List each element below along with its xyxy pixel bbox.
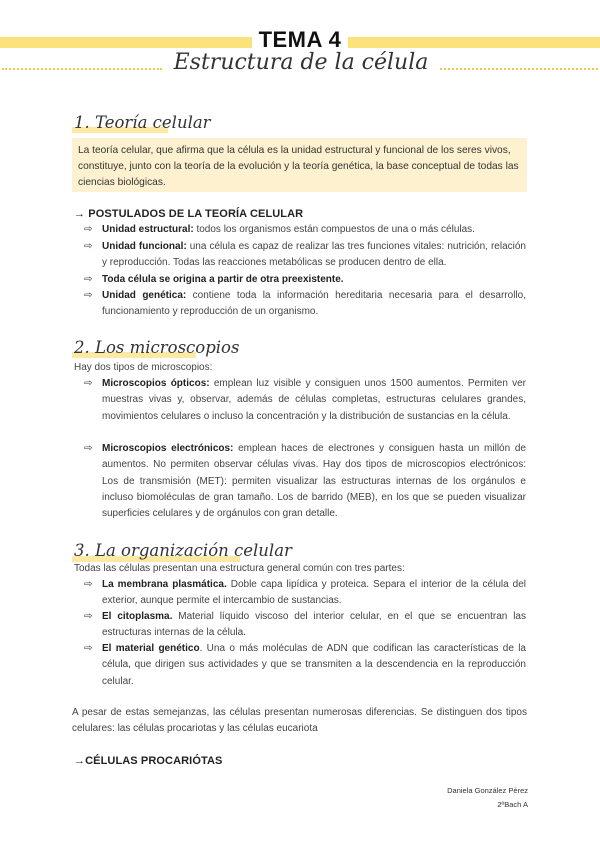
postulado-item [84,239,526,272]
microscopio-item [84,376,526,425]
dotted-rule-left [2,68,162,70]
microscopios-intro: Hay dos tipos de microscopios: [74,362,213,373]
postulados-heading: → POSTULADOS DE LA TEORÍA CELULAR [74,208,304,220]
organizacion-term: La membrana plasmática. [102,579,227,590]
postulado-term: Toda célula se origina a partir de otra preexistente. [102,274,344,285]
organizacion-text: . Una o más moléculas de ADN que codifican las características de la célula, que dirigen sus actividades y que se transmiten a la descendencia en la reproducción celular. [102,643,526,687]
postulado-item [84,222,526,238]
postulado-item [84,272,526,288]
header-bar-left [0,37,252,48]
postulado-text: una célula es capaz de realizar las tres funciones vitales: nutrición, relación y reproducción. Todas las reacciones metabólicas se producen dentro de ella. [102,241,526,269]
organizacion-item [84,577,526,610]
microscopio-item [84,441,526,522]
section-3-title: 3. La organización celular [74,541,292,560]
double-arrow-right-icon: ⇨ [84,224,93,235]
postulado-text: todos los organismos están compuestos de una o más células. [193,224,475,235]
procariotas-heading: →CÉLULAS PROCARIÓTAS [74,755,223,767]
organizacion-text: Doble capa lipídica y proteica. Separa el interior de la célula del exterior, aunque permite el intercambio de sustancias. [102,579,527,607]
header-bar-right [348,37,600,48]
double-arrow-right-icon: ⇨ [84,290,93,301]
postulado-term: Unidad funcional: [102,241,187,252]
microscopio-text: emplean luz visible y consiguen unos 1500 aumentos. Permiten ver muestras vivas y, observar, además de células completas, estructuras celulares grandes, movimientos celulares o incluso la concentración y la distribución de sustancias en la célula. [102,378,527,422]
definition-callout [72,138,527,192]
double-arrow-right-icon: ⇨ [84,643,93,654]
double-arrow-right-icon: ⇨ [84,443,93,454]
postulado-text: contiene toda la información hereditaria necesaria para el desarrollo, funcionamiento y reproducción de un organismo. [102,290,526,318]
double-arrow-right-icon: ⇨ [84,579,93,590]
organizacion-item [84,609,526,642]
organizacion-closing: A pesar de estas semejanzas, las células presentan numerosas diferencias. Se distinguen dos tipos celulares: las células procariotas y las células eucariota [72,707,527,735]
section-2-title: 2. Los microscopios [74,338,240,357]
double-arrow-right-icon: ⇨ [84,274,93,285]
organizacion-item [84,641,526,690]
microscopio-term: Microscopios ópticos: [102,378,210,389]
page-subtitle: Estructura de la célula [173,50,429,75]
organizacion-term: El citoplasma. [102,611,173,622]
microscopio-text: emplean haces de electrones y consiguen hasta un millón de aumentos. No permiten observar células vivas. Hay dos tipos de microscopios electrónicos: Los de transmisión (MET): permiten visualizar las estructuras internas de los orgánulos e incluso biomoléculas de gran tamaño. Los de barrido (MEB), en los que se pueden visualizar superficies celulares y de orgánulos con gran detalle. [102,443,526,520]
section-1-title: 1. Teoría celular [74,113,211,132]
double-arrow-right-icon: ⇨ [84,241,93,252]
postulado-term: Unidad genética: [102,290,187,301]
organizacion-term: El material genético [102,643,200,654]
footer-author: Daniela González Pérez [447,786,528,795]
postulado-term: Unidad estructural: [102,224,194,235]
organizacion-intro: Todas las células presentan una estructura general común con tres partes: [74,563,405,574]
footer-course: 2ºBach A [497,800,528,809]
double-arrow-right-icon: ⇨ [84,611,93,622]
page-title: TEMA 4 [258,27,342,52]
double-arrow-right-icon: ⇨ [84,378,93,389]
callout-text: La teoría celular, que afirma que la célula es la unidad estructural y funcional de los seres vivos, constituye, junto con la teoría de la evolución y la teoría genética, la base conceptual de todas las ciencias biológicas. [78,145,519,188]
microscopio-term: Microscopios electrónicos: [102,443,234,454]
organizacion-text: Material líquido viscoso del interior celular, en el que se encuentran las estructuras internas de la célula. [102,611,526,639]
postulado-item [84,288,526,321]
dotted-rule-right [440,68,598,70]
